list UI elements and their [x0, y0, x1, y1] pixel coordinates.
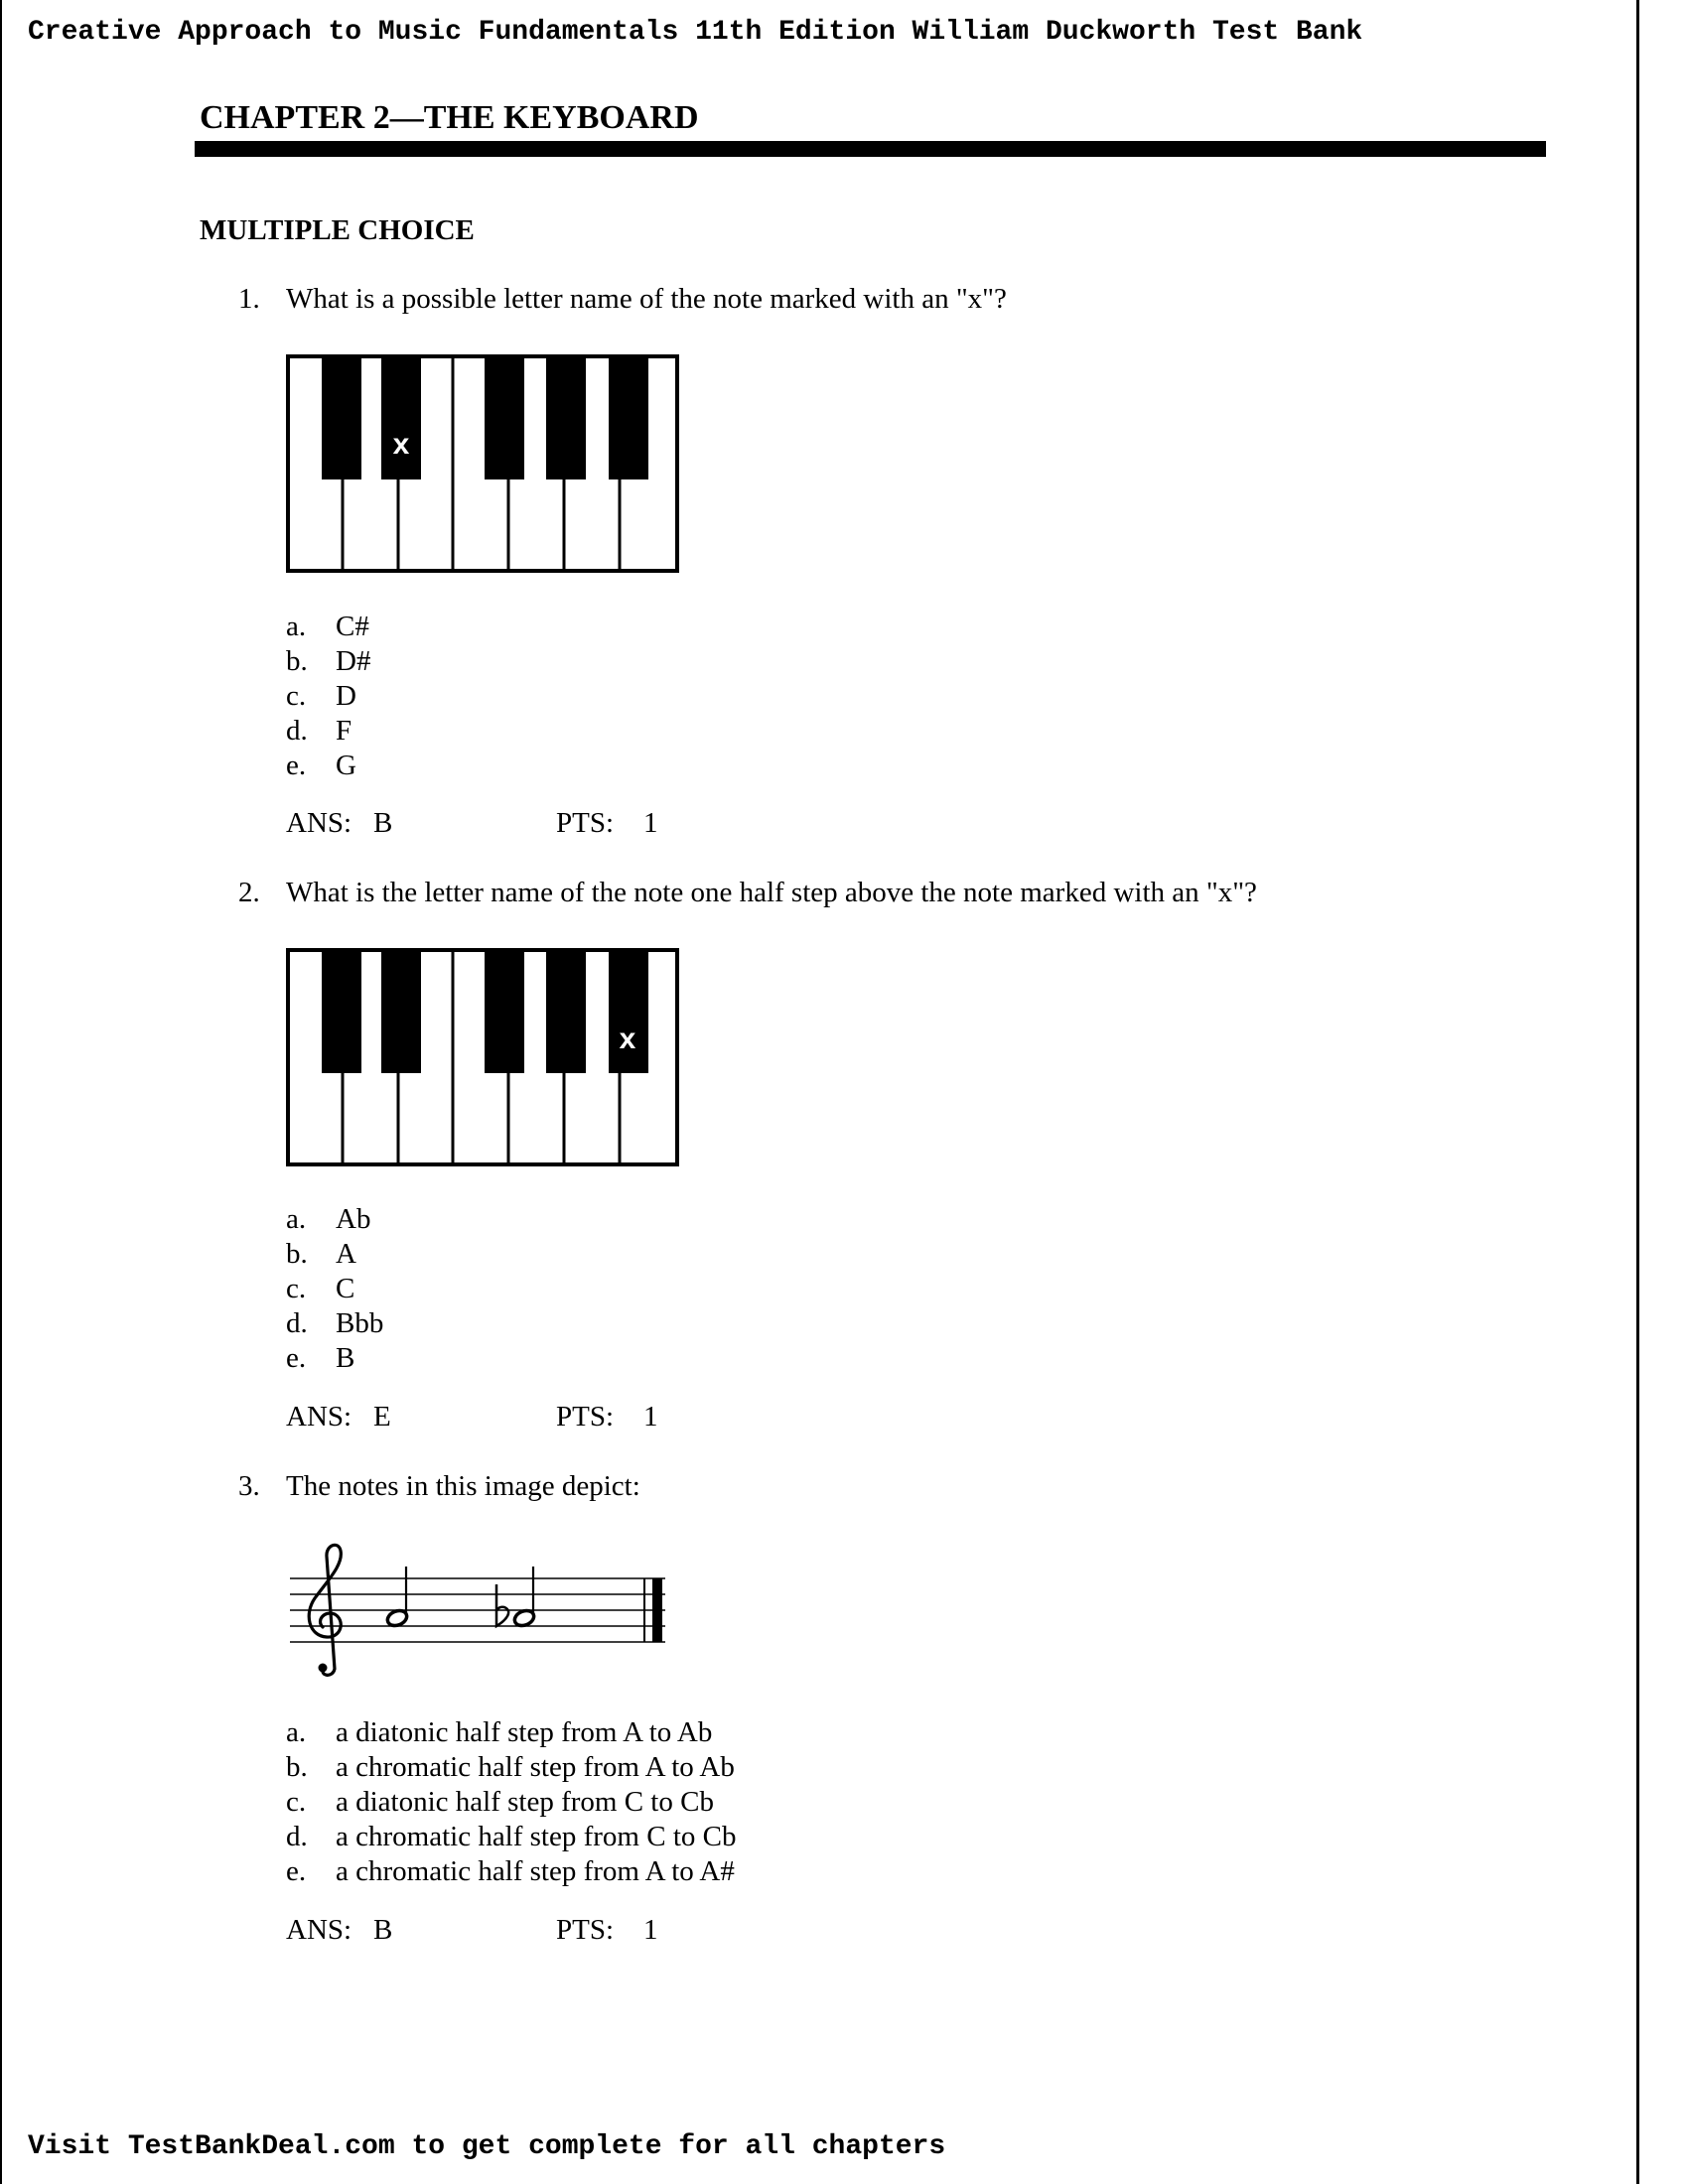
question-text: What is a possible letter name of the note marked with an "x"? [286, 283, 1007, 315]
points-value: 1 [643, 807, 658, 839]
answer-value: E [373, 1401, 391, 1433]
x-marker: x [619, 1023, 636, 1055]
flat-icon [496, 1584, 508, 1626]
keyboard-diagram-1 [286, 354, 681, 575]
section-title: MULTIPLE CHOICE [200, 214, 475, 246]
footer-banner: Visit TestBankDeal.com to get complete for all chapters [28, 2131, 946, 2162]
question-number: 3. [238, 1470, 260, 1502]
points-value: 1 [643, 1914, 658, 1946]
chapter-rule [195, 141, 1546, 157]
question-text: The notes in this image depict: [286, 1470, 640, 1502]
chapter-title: CHAPTER 2—THE KEYBOARD [200, 99, 699, 136]
answer-value: B [373, 1914, 393, 1946]
answer-value: B [373, 807, 393, 839]
question-number: 1. [238, 283, 260, 315]
header-banner: Creative Approach to Music Fundamentals 11th Edition William Duckworth Test Bank [28, 17, 1363, 48]
question-text: What is the letter name of the note one half step above the note marked with an "x"? [286, 877, 1257, 908]
music-staff-diagram [286, 1537, 673, 1686]
points-value: 1 [643, 1401, 658, 1433]
keyboard-diagram-2 [286, 948, 681, 1168]
x-marker: x [392, 428, 410, 461]
question-number: 2. [238, 877, 260, 908]
